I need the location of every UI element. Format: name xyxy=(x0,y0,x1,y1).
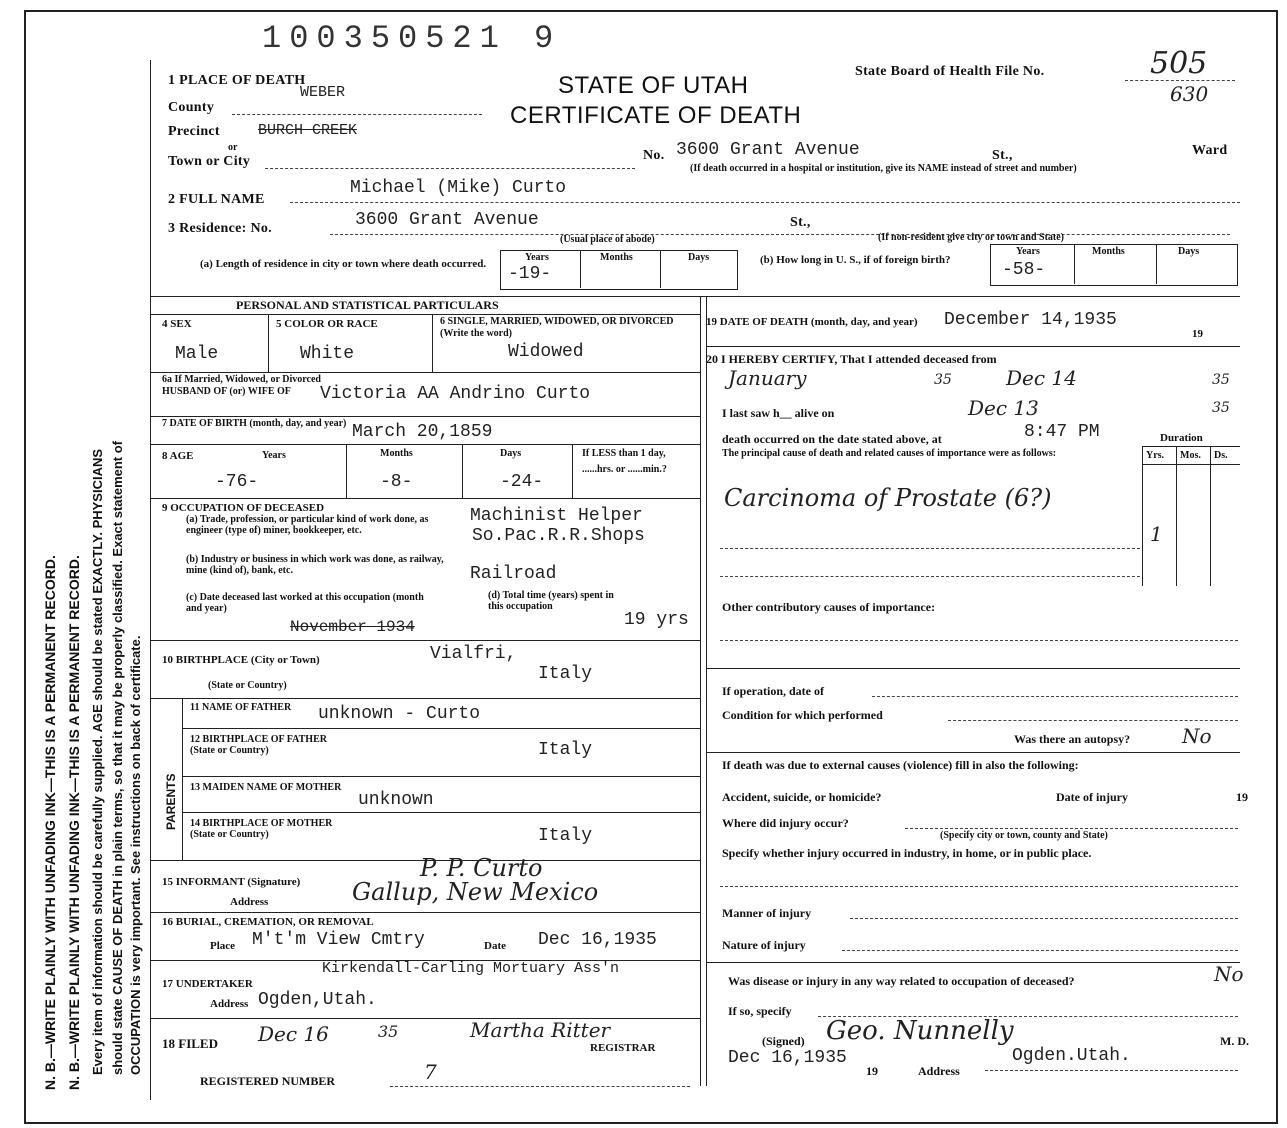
us-days-h: Days xyxy=(1178,246,1200,257)
spouse-value: Victoria AA Andrino Curto xyxy=(320,384,591,404)
us-months-h: Months xyxy=(1092,246,1125,257)
race-label: 5 COLOR OR RACE xyxy=(276,318,378,330)
cause-duration-mos: 1 xyxy=(1150,522,1163,546)
undertaker-address: Ogden,Utah. xyxy=(258,990,377,1010)
county-label: County xyxy=(168,100,215,115)
margin-line5: OCCUPATION is very important. See instructions on back of certificate. xyxy=(128,635,143,1075)
margin-line3: Every item of information should be carefully supplied. AGE should be stated EXACTLY. PHYSICIANS xyxy=(90,448,105,1075)
age-days-h: Days xyxy=(500,448,522,459)
residence-st: St., xyxy=(790,215,811,230)
father-value: unknown - Curto xyxy=(318,704,481,724)
regno-value: 7 xyxy=(424,1060,437,1084)
precinct-value: BURCH CREEK xyxy=(258,122,358,139)
place-label: 1 PLACE OF DEATH xyxy=(168,73,306,88)
margin-line1: N. B.—WRITE PLAINLY WITH UNFADING INK—THIS IS A PERMANENT RECORD. xyxy=(42,555,58,1090)
file-label: State Board of Health File No. xyxy=(855,64,1045,79)
mother-value: unknown xyxy=(358,790,434,810)
attended-to: Dec 14 xyxy=(1006,366,1077,390)
last-saw-value: Dec 13 xyxy=(968,396,1039,420)
total-time: 19 yrs xyxy=(624,610,689,630)
dod-value: December 14,1935 xyxy=(944,310,1117,330)
burial-place: M't'm View Cmtry xyxy=(252,930,425,950)
cause-label: The principal cause of death and related causes of importance were as follows: xyxy=(722,448,1057,459)
autopsy-value: No xyxy=(1182,724,1212,748)
res-days-h: Days xyxy=(688,252,710,263)
attended-yr2: 35 xyxy=(1212,372,1230,388)
marital-label: 6 SINGLE, MARRIED, WIDOWED, OR DIVORCED (Write the word) xyxy=(440,316,674,339)
file-number-2: 630 xyxy=(1170,82,1209,106)
accident-label: Accident, suicide, or homicide? xyxy=(722,790,882,804)
undertaker-label: 17 UNDERTAKER xyxy=(162,978,253,990)
residence-label: 3 Residence: No. xyxy=(168,221,272,236)
age-days: -24- xyxy=(500,472,544,492)
occ-b-label: (b) Industry or business in which work was done, as railway, mine (kind of), bank, etc. xyxy=(186,554,444,576)
where-note: (Specify city or town, county and State) xyxy=(940,830,1108,841)
mother-bp-label: 14 BIRTHPLACE OF MOTHER (State or Country) xyxy=(190,818,333,840)
no-label: No. xyxy=(643,148,665,163)
sign-address-label: Address xyxy=(918,1064,960,1078)
occupation-value: Machinist Helper xyxy=(470,506,643,526)
regno-label: REGISTERED NUMBER xyxy=(200,1074,336,1088)
where-label: Where did injury occur? xyxy=(722,816,849,830)
nature-label: Nature of injury xyxy=(722,938,806,952)
death-time-label: death occurred on the date stated above, at xyxy=(722,432,942,446)
filed-label: 18 FILED xyxy=(162,1036,218,1051)
injury-date-19: 19 xyxy=(1236,790,1248,804)
dod-19: 19 xyxy=(1192,328,1203,340)
age-years: -76- xyxy=(215,472,259,492)
residence-a-label: (a) Length of residence in city or town where death occurred. xyxy=(200,258,487,270)
precinct-label: Precinct xyxy=(168,124,220,139)
burial-place-label: Place xyxy=(210,940,236,952)
operation-label: If operation, date of xyxy=(722,684,824,698)
mother-label: 13 MAIDEN NAME OF MOTHER xyxy=(190,782,342,793)
registrar-signature: Martha Ritter xyxy=(470,1018,611,1042)
sex-label: 4 SEX xyxy=(162,318,192,330)
age-months: -8- xyxy=(380,472,413,492)
birthplace-label: 10 BIRTHPLACE (City or Town) xyxy=(162,654,320,666)
duration-label: Duration xyxy=(1160,432,1203,444)
birthplace-city: Vialfri, xyxy=(430,644,517,664)
margin-line4: should state CAUSE OF DEATH in plain terms, so that it may be properly classified. Exact statement of xyxy=(110,440,125,1075)
condition-label: Condition for which performed xyxy=(722,708,883,722)
place-note: (If death occurred in a hospital or institution, give its NAME instead of street and number) xyxy=(690,163,1077,174)
birthplace-country: Italy xyxy=(538,664,593,684)
residence-b-label: (b) How long in U. S., if of foreign birth? xyxy=(760,254,951,266)
md-label: M. D. xyxy=(1220,1034,1249,1048)
dur-ds: Ds. xyxy=(1214,450,1228,461)
autopsy-label: Was there an autopsy? xyxy=(1014,732,1131,746)
spouse-label: 6a If Married, Widowed, or Divorced HUSBAND OF (or) WIFE OF xyxy=(162,374,321,397)
attended-from: January xyxy=(728,366,807,390)
or-label: or xyxy=(228,142,238,153)
certify-label: 20 I HEREBY CERTIFY, That I attended deceased from xyxy=(706,352,997,366)
certificate-title: CERTIFICATE OF DEATH xyxy=(510,102,802,129)
father-label: 11 NAME OF FATHER xyxy=(190,702,292,713)
parents-label: PARENTS xyxy=(164,773,178,830)
informant-signature: P. P. Curto xyxy=(420,854,543,882)
full-name-label: 2 FULL NAME xyxy=(168,192,265,207)
mother-bp-value: Italy xyxy=(538,826,593,846)
cause-value: Carcinoma of Prostate (6?) xyxy=(724,484,1052,512)
full-name-value: Michael (Mike) Curto xyxy=(350,178,567,198)
specify-label: Specify whether injury occurred in industry, in home, or in public place. xyxy=(722,846,1092,860)
father-bp-value: Italy xyxy=(538,740,593,760)
burial-label: 16 BURIAL, CREMATION, OR REMOVAL xyxy=(162,916,374,928)
burial-date-label: Date xyxy=(484,940,506,952)
sign-date: Dec 16,1935 xyxy=(728,1048,847,1068)
marital-value: Widowed xyxy=(508,342,584,362)
residence-value: 3600 Grant Avenue xyxy=(355,210,539,230)
age-months-h: Months xyxy=(380,448,413,459)
us-years-h: Years xyxy=(1016,246,1040,257)
res-years: -19- xyxy=(508,264,552,284)
nonres-note: (If non-resident give city or town and State) xyxy=(878,232,1065,243)
sign-address: Ogden.Utah. xyxy=(1012,1046,1131,1066)
serial-number: 100350521 9 xyxy=(262,20,562,57)
undertaker-address-label: Address xyxy=(210,998,249,1010)
dob-value: March 20,1859 xyxy=(352,422,493,442)
filed-year: 35 xyxy=(378,1022,399,1041)
birthplace-state-label: (State or Country) xyxy=(208,680,287,691)
age-years-h: Years xyxy=(262,450,286,461)
father-bp-label: 12 BIRTHPLACE OF FATHER (State or Country) xyxy=(190,734,327,756)
death-time-value: 8:47 PM xyxy=(1024,422,1100,442)
personal-heading: PERSONAL AND STATISTICAL PARTICULARS xyxy=(236,298,499,312)
occ-d-label: (d) Total time (years) spent in this occupation xyxy=(488,590,614,612)
registrar-label: REGISTRAR xyxy=(590,1042,656,1054)
occupation-label: 9 OCCUPATION OF DECEASED xyxy=(162,502,325,514)
last-worked: November 1934 xyxy=(290,618,415,636)
occupation-value-2: So.Pac.R.R.Shops xyxy=(472,526,645,546)
town-label: Town or City xyxy=(168,154,251,169)
informant-address-label: Address xyxy=(230,896,269,908)
signed-label: (Signed) xyxy=(762,1034,805,1048)
burial-date: Dec 16,1935 xyxy=(538,930,657,950)
informant-address: Gallup, New Mexico xyxy=(352,878,599,906)
ifso-label: If so, specify xyxy=(728,1004,792,1018)
filed-date: Dec 16 xyxy=(258,1022,329,1046)
res-months-h: Months xyxy=(600,252,633,263)
race-value: White xyxy=(300,344,355,364)
informant-label: 15 INFORMANT (Signature) xyxy=(162,876,301,888)
last-saw-label: I last saw h__ alive on xyxy=(722,406,835,420)
manner-label: Manner of injury xyxy=(722,906,812,920)
file-number: 505 xyxy=(1150,46,1208,81)
industry-value: Railroad xyxy=(470,564,557,584)
related-value: No xyxy=(1214,962,1244,986)
related-label: Was disease or injury in any way related to occupation of deceased? xyxy=(728,974,1075,988)
other-causes-label: Other contributory causes of importance: xyxy=(722,600,936,614)
us-years: -58- xyxy=(1002,260,1046,280)
dob-label: 7 DATE OF BIRTH (month, day, and year) xyxy=(162,418,347,429)
attended-yr1: 35 xyxy=(934,372,952,388)
external-label: If death was due to external causes (violence) fill in also the following: xyxy=(722,758,1079,772)
dod-label: 19 DATE OF DEATH (month, day, and year) xyxy=(706,316,918,328)
injury-date-label: Date of injury xyxy=(1056,790,1128,804)
usual-note: (Usual place of abode) xyxy=(560,234,655,245)
last-saw-yr: 35 xyxy=(1212,400,1230,416)
st-label: St., xyxy=(992,148,1013,163)
county-value: WEBER xyxy=(300,84,346,101)
dur-yrs: Yrs. xyxy=(1146,450,1165,461)
dur-mos: Mos. xyxy=(1180,450,1201,461)
state-title: STATE OF UTAH xyxy=(558,72,749,99)
margin-line2: N. B.—WRITE PLAINLY WITH UNFADING INK—THIS IS A PERMANENT RECORD. xyxy=(66,555,82,1090)
ward-label: Ward xyxy=(1192,143,1228,158)
less-label: If LESS than 1 day, ......hrs. or ......min.? xyxy=(582,448,667,475)
physician-signature: Geo. Nunnelly xyxy=(826,1016,1014,1046)
occ-c-label: (c) Date deceased last worked at this occupation (month and year) xyxy=(186,592,424,614)
res-years-h: Years xyxy=(525,252,549,263)
sign-19: 19 xyxy=(866,1064,878,1078)
undertaker-value: Kirkendall-Carling Mortuary Ass'n xyxy=(322,960,620,977)
sex-value: Male xyxy=(175,344,219,364)
death-address: 3600 Grant Avenue xyxy=(676,140,860,160)
occ-a-label: (a) Trade, profession, or particular kind of work done, as engineer (type of) miner, bookkeeper, etc. xyxy=(186,514,429,536)
age-label: 8 AGE xyxy=(162,450,194,462)
